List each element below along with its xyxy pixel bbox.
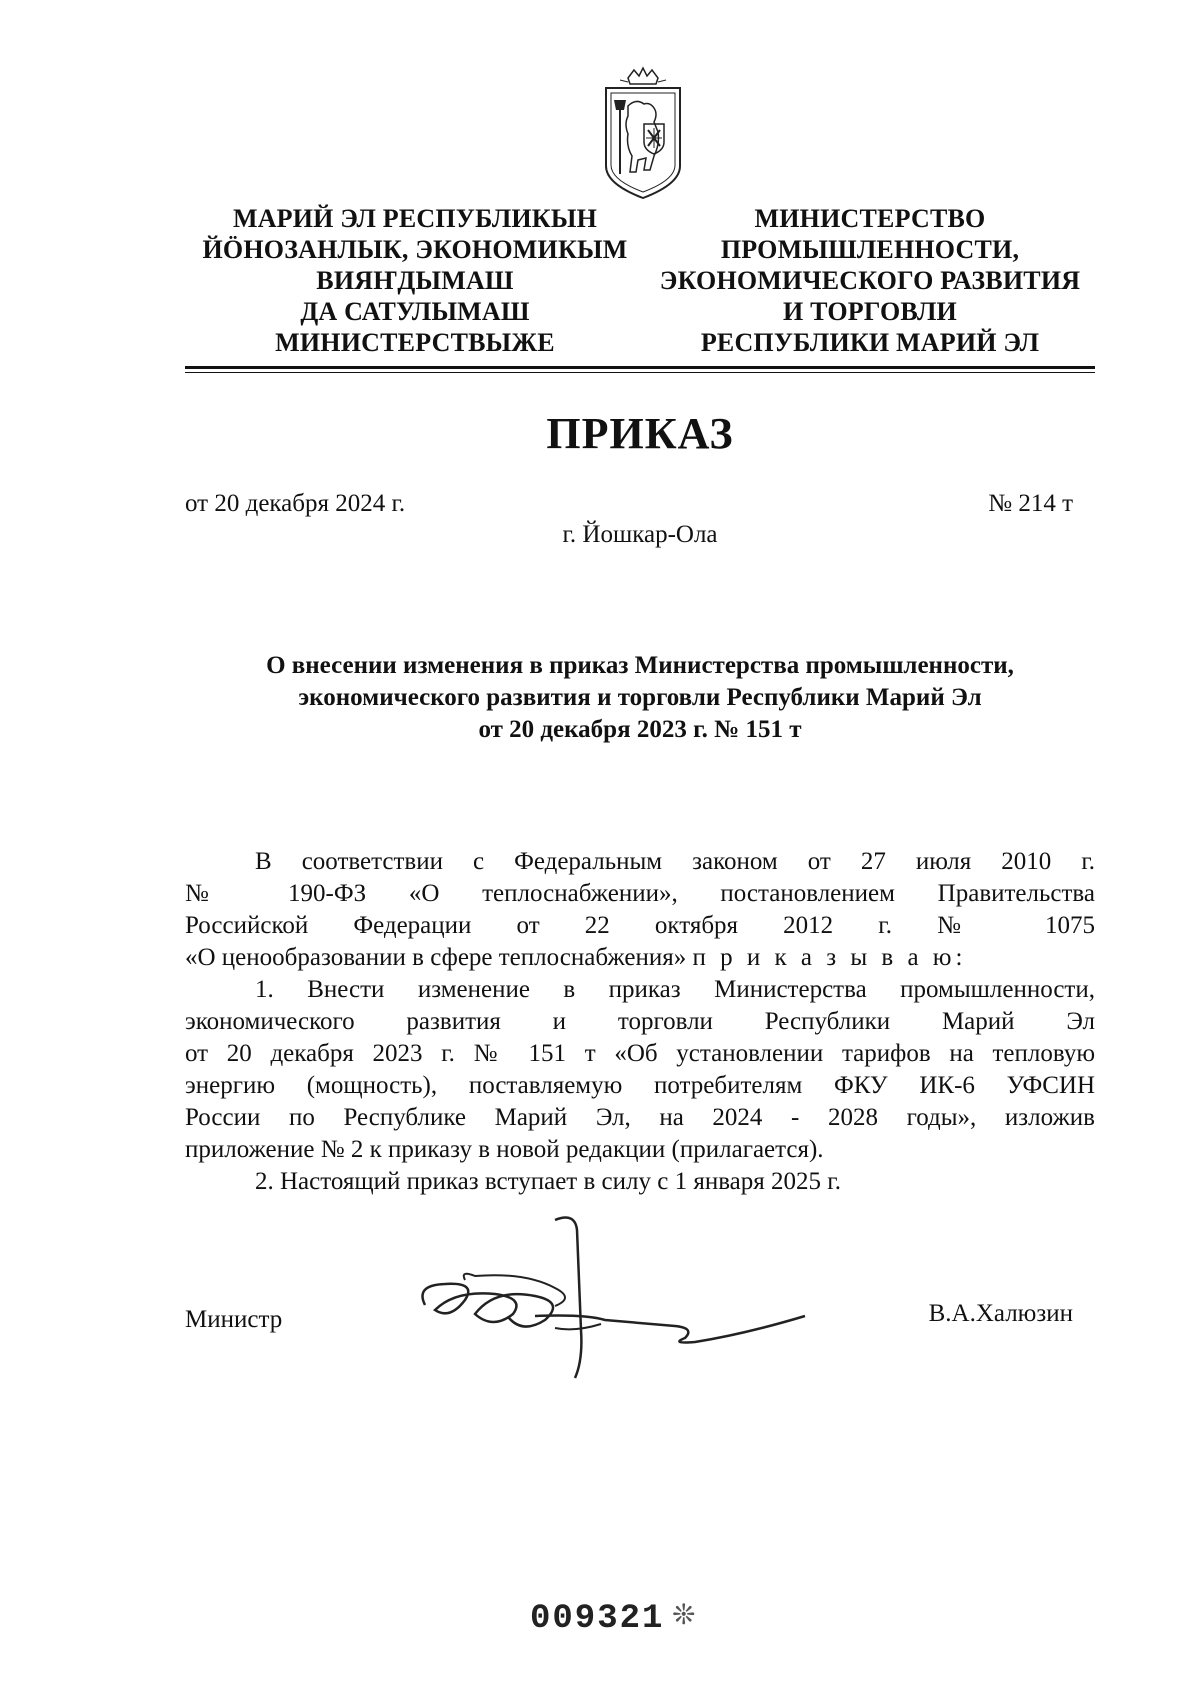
body-line: 1. Внести изменение в приказ Министерства промышленности, [255,976,1095,1003]
header-left-line: МАРИЙ ЭЛ РЕСПУБЛИКЫН [232,204,598,233]
body-line: энергию (мощность), поставляемую потребителям ФКУ ИК-6 УФСИН [185,1072,1095,1099]
subject-line: экономического развития и торговли Республики Марий Эл [298,684,982,711]
handwritten-signature-icon [405,1210,875,1390]
header-divider-thin [185,372,1095,373]
header-left-line: ВИЯҤДЫМАШ [316,266,514,295]
subject-line: О внесении изменения в приказ Министерства промышленности, [266,652,1014,679]
document-subject [185,650,1095,746]
header-right-line: И ТОРГОВЛИ [783,297,957,326]
header-right-line: ЭКОНОМИЧЕСКОГО РАЗВИТИЯ [659,266,1081,295]
header-left-column [185,203,645,358]
signatory-title: Министр [185,1306,283,1333]
subject-line: от 20 декабря 2023 г. № 151 т [478,716,802,743]
body-line: России по Республике Марий Эл, на 2024 - 2028 годы», изложив [185,1104,1095,1131]
header-right-line: ПРОМЫШЛЕННОСТИ, [720,235,1020,264]
serial-mark-icon: ❊ [672,1600,696,1631]
header-right-line: МИНИСТЕРСТВО [754,204,986,233]
body-line: экономического развития и торговли Республики Марий Эл [185,1008,1095,1035]
document-number: № 214 т [988,490,1073,517]
header-right-line: РЕСПУБЛИКИ МАРИЙ ЭЛ [700,328,1040,357]
signatory-name: В.А.Халюзин [928,1300,1073,1327]
body-line: 2. Настоящий приказ вступает в силу с 1 января 2025 г. [255,1168,841,1195]
header-left-line: МИНИСТЕРСТВЫЖЕ [275,328,555,357]
document-city: г. Йошкар-Ола [562,521,718,548]
document-date: от 20 декабря 2024 г. [185,490,406,517]
header-right-column [640,203,1100,358]
header-left-line: ЙӦНОЗАНЛЫК, ЭКОНОМИКЫМ [202,235,628,264]
document-body [185,846,1095,1198]
body-line: «О ценообразовании в сфере теплоснабжения» [185,944,687,971]
coat-of-arms-icon [598,66,688,206]
body-line-order [185,942,1095,974]
body-line: № 190-ФЗ «О теплоснабжении», постановлением Правительства [185,880,1095,907]
header-left-line: ДА САТУЛЫМАШ [300,297,530,326]
body-line: от 20 декабря 2023 г. № 151 т «Об установлении тарифов на тепловую [185,1040,1095,1067]
order-word: п р и к а з ы в а ю: [692,944,967,971]
document-title: ПРИКАЗ [546,409,734,458]
body-line: приложение № 2 к приказу в новой редакции (прилагается). [185,1136,824,1163]
header-divider-thick [185,366,1095,369]
body-line: В соответствии с Федеральным законом от 27 июля 2010 г. [255,848,1095,875]
body-line: Российской Федерации от 22 октября 2012 г. № 1075 [185,912,1095,939]
serial-number: 009321 [530,1600,665,1638]
